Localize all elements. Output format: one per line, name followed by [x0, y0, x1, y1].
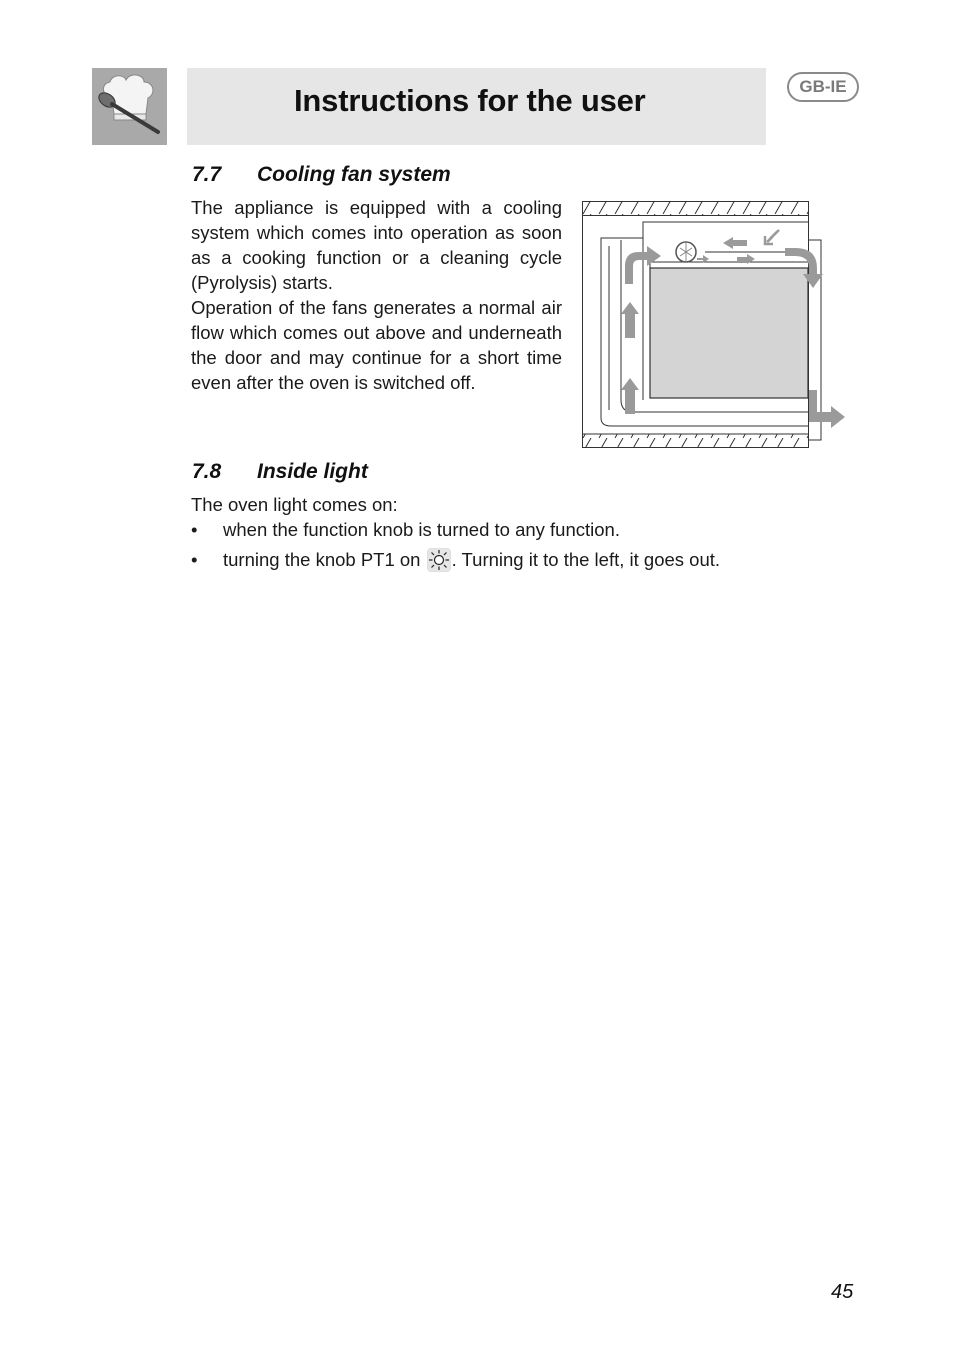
- header-bar: [187, 68, 766, 145]
- light-bulb-icon: [427, 548, 451, 572]
- paragraph-cooling-airflow: Operation of the fans generates a normal air flow which comes out above and underneath the door and may continue for a short time even after the oven is switched off.: [191, 297, 562, 393]
- section-number: 7.8: [192, 460, 222, 483]
- list-item: [191, 547, 720, 572]
- section-heading-inside-light: [192, 460, 368, 484]
- bullet-icon: •: [191, 519, 198, 540]
- paragraph-cooling-intro: The appliance is equipped with a cooling system which comes into operation as soon as a cooking function or a cleaning cycle (Pyrolysis) starts.: [191, 197, 562, 293]
- list-item-text: when the function knob is turned to any function.: [223, 519, 620, 540]
- section-heading-cooling-fan: [192, 163, 451, 187]
- region-badge: GB-IE: [787, 72, 859, 102]
- oven-airflow-diagram: [581, 200, 851, 452]
- page-number: 45: [831, 1281, 854, 1303]
- page-title: Instructions for the user: [294, 83, 646, 118]
- section-title-text: Inside light: [257, 460, 368, 483]
- chef-hat-spoon-icon: [92, 68, 167, 145]
- section-title-text: Cooling fan system: [257, 163, 451, 186]
- list-item: [191, 517, 620, 542]
- brand-logo: [92, 68, 167, 145]
- bullet-icon: •: [191, 549, 198, 570]
- list-item-text-before: turning the knob PT1 on: [223, 549, 426, 570]
- section-number: 7.7: [192, 163, 222, 186]
- list-item-text-after: . Turning it to the left, it goes out.: [451, 549, 721, 570]
- inside-light-intro: The oven light comes on:: [191, 494, 398, 515]
